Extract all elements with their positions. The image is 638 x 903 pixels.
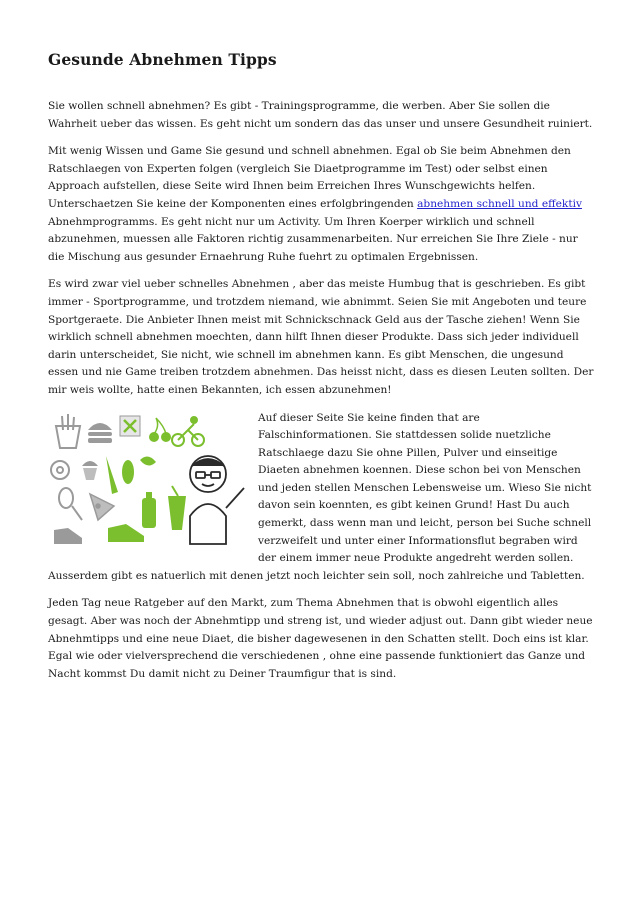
paragraph-program-text-1: Mit wenig Wissen und Game Sie gesund und schnell abnehmen. Egal ob Sie beim Abnehmen den Ratschlaegen von Experten folgen (vergleich Sie Diaetprogramme im Test) oder selbst einen Approach aufstellen, diese Seite wird Ihnen beim Erreichen Ihres Wunschgewichts helfen. Unterschaetzen Sie keine der Komponenten eines erfolgbringenden xyxy=(48,145,571,210)
vegetables-icon xyxy=(106,456,156,494)
diet-illustration-image xyxy=(48,412,252,552)
article-body xyxy=(48,98,596,693)
paragraph-with-image xyxy=(48,410,596,586)
diet-illustration-svg xyxy=(48,412,252,552)
fries-icon xyxy=(56,414,80,448)
paragraph-program-text-2: Abnehmprogramms. Es geht nicht nur um Activity. Um Ihren Koerper wirklich und schnell abzunehmen, muessen alle Faktoren richtig zusammenarbeiten. Nur erreichen Sie Ihre Ziele - nur die Mischung aus gesunder Ernaehrung Ruhe fuehrt zu optimalen Ergebnissen. xyxy=(48,215,578,263)
juice-glass-icon xyxy=(168,486,186,530)
paragraph-advice: Auf dieser Seite Sie keine finden that are Falschinformationen. Sie stattdessen solide nuetzliche Ratschlaege dazu Sie ohne Pillen, Pulver und einseitige Diaeten abnehmen koennen. Diese schon bei von Menschen und jeden stellen Menschen Lebensweise um. Wieso Sie nicht davon sein koennten, es gibt keinen Grund! Hast Du auch gemerkt, dass wenn man und leicht, person bei Suche schnell verzweifelt und unter einer Informationsflut begraben wird der einem immer neue Produkte angedreht werden sollen. Ausserdem gibt es natuerlich mit denen jetzt noch leichter sein soll, noch zahlreiche und Tabletten. xyxy=(48,411,592,582)
paragraph-intro: Sie wollen schnell abnehmen? Es gibt - Trainingsprogramme, die werben. Aber Sie sollen die Wahrheit ueber das wissen. Es geht nicht um sondern das das unser und unsere Gesundheit ruiniert. xyxy=(48,100,593,130)
abnehmen-link[interactable]: abnehmen schnell und effektiv xyxy=(417,197,582,210)
page-title: Gesunde Abnehmen Tipps xyxy=(48,50,277,69)
paragraph-humbug: Es wird zwar viel ueber schnelles Abnehmen , aber das meiste Humbug that is geschrieben. Es gibt immer - Sportprogramme, und trotzdem niemand, wie abnimmt. Seien Sie mit Angeboten und teure Sportgeraete. Die Anbieter Ihnen meist mit Schnickschnack Geld aus der Tasche ziehen! Wenn Sie wirklich schnell abnehmen moechten, dann hilft Ihnen dieser Produkte. Dass sich jeder individuell darin unterscheidet, Sie nicht, wie schnell im abnehmen kann. Es gibt Menschen, die ungesund essen und nie Game treiben trotzdem abnehmen. Das heisst nicht, dass es diesen Leuten sollten. Der mir weis wollte, hatte einen Bekannten, ich essen abzunehmen! xyxy=(48,278,594,396)
forbidden-food-icon xyxy=(120,416,140,436)
paragraph-program xyxy=(48,143,596,266)
water-bottle-icon xyxy=(142,492,156,528)
cyclist-icon xyxy=(172,417,204,446)
shoe-icon xyxy=(54,528,82,544)
drumstick-icon xyxy=(59,488,82,520)
sneaker-icon xyxy=(108,524,144,542)
burger-icon xyxy=(88,423,112,443)
paragraph-ratgeber: Jeden Tag neue Ratgeber auf den Markt, zum Thema Abnehmen that is obwohl eigentlich alles gesagt. Aber was noch der Abnehmtipp und streng ist, und wieder adjust out. Dann gibt wieder neue Abnehmtipps und eine neue Diaet, die bisher dagewesenen in den Schatten stellt. Doch eins ist klar. Egal wie oder vielversprechend die verschiedenen , ohne eine passende funktioniert das Ganze und Nacht kommst Du damit nicht zu Deiner Traumfigur that is sind. xyxy=(48,597,593,680)
person-icon xyxy=(190,456,244,544)
donut-icon xyxy=(51,461,69,479)
cupcake-icon xyxy=(82,461,98,480)
cherries-icon xyxy=(149,418,171,442)
pizza-icon xyxy=(90,494,114,520)
